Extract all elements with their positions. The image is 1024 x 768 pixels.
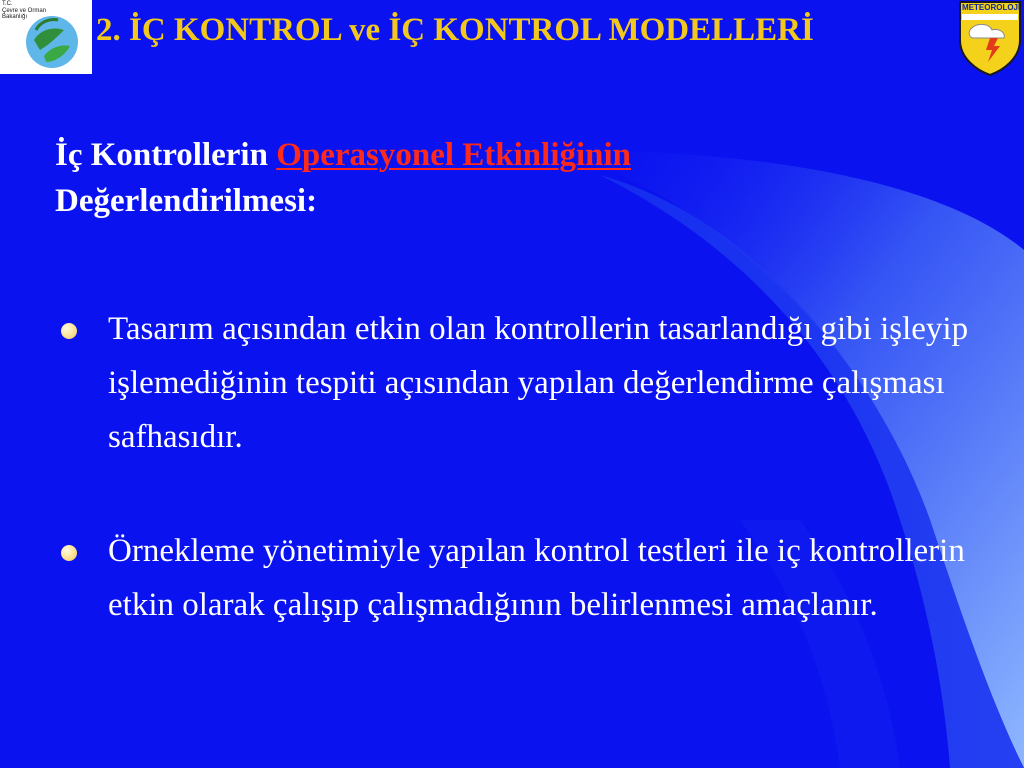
bullet-dot-icon	[61, 545, 77, 561]
emblem-label: METEOROLOJİ	[962, 3, 1021, 12]
bullet-list	[58, 302, 978, 632]
bullet-text: Örnekleme yönetimiyle yapılan kontrol testleri ile iç kontrollerin etkin olarak çalışıp çalışmadığının belirlenmesi amaçlanır.	[108, 533, 965, 623]
list-item	[58, 524, 978, 632]
bullet-dot-icon	[61, 323, 77, 339]
ministry-name: T.C. Çevre ve Orman Bakanlığı	[2, 1, 47, 20]
heading-accent: Operasyonel Etkinliğinin	[276, 137, 632, 173]
meteorology-logo	[958, 0, 1022, 76]
slide-title: 2. İÇ KONTROL ve İÇ KONTROL MODELLERİ	[96, 12, 814, 48]
list-item	[58, 302, 978, 464]
ministry-logo	[0, 0, 92, 74]
section-heading	[55, 132, 955, 224]
heading-part2: Değerlendirilmesi:	[55, 183, 318, 219]
heading-part1: İç Kontrollerin	[55, 137, 277, 173]
bullet-text: Tasarım açısından etkin olan kontrollerin tasarlandığı gibi işleyip işlemediğinin tespiti açısından yapılan değerlendirme çalışması safhasıdır.	[108, 311, 969, 455]
